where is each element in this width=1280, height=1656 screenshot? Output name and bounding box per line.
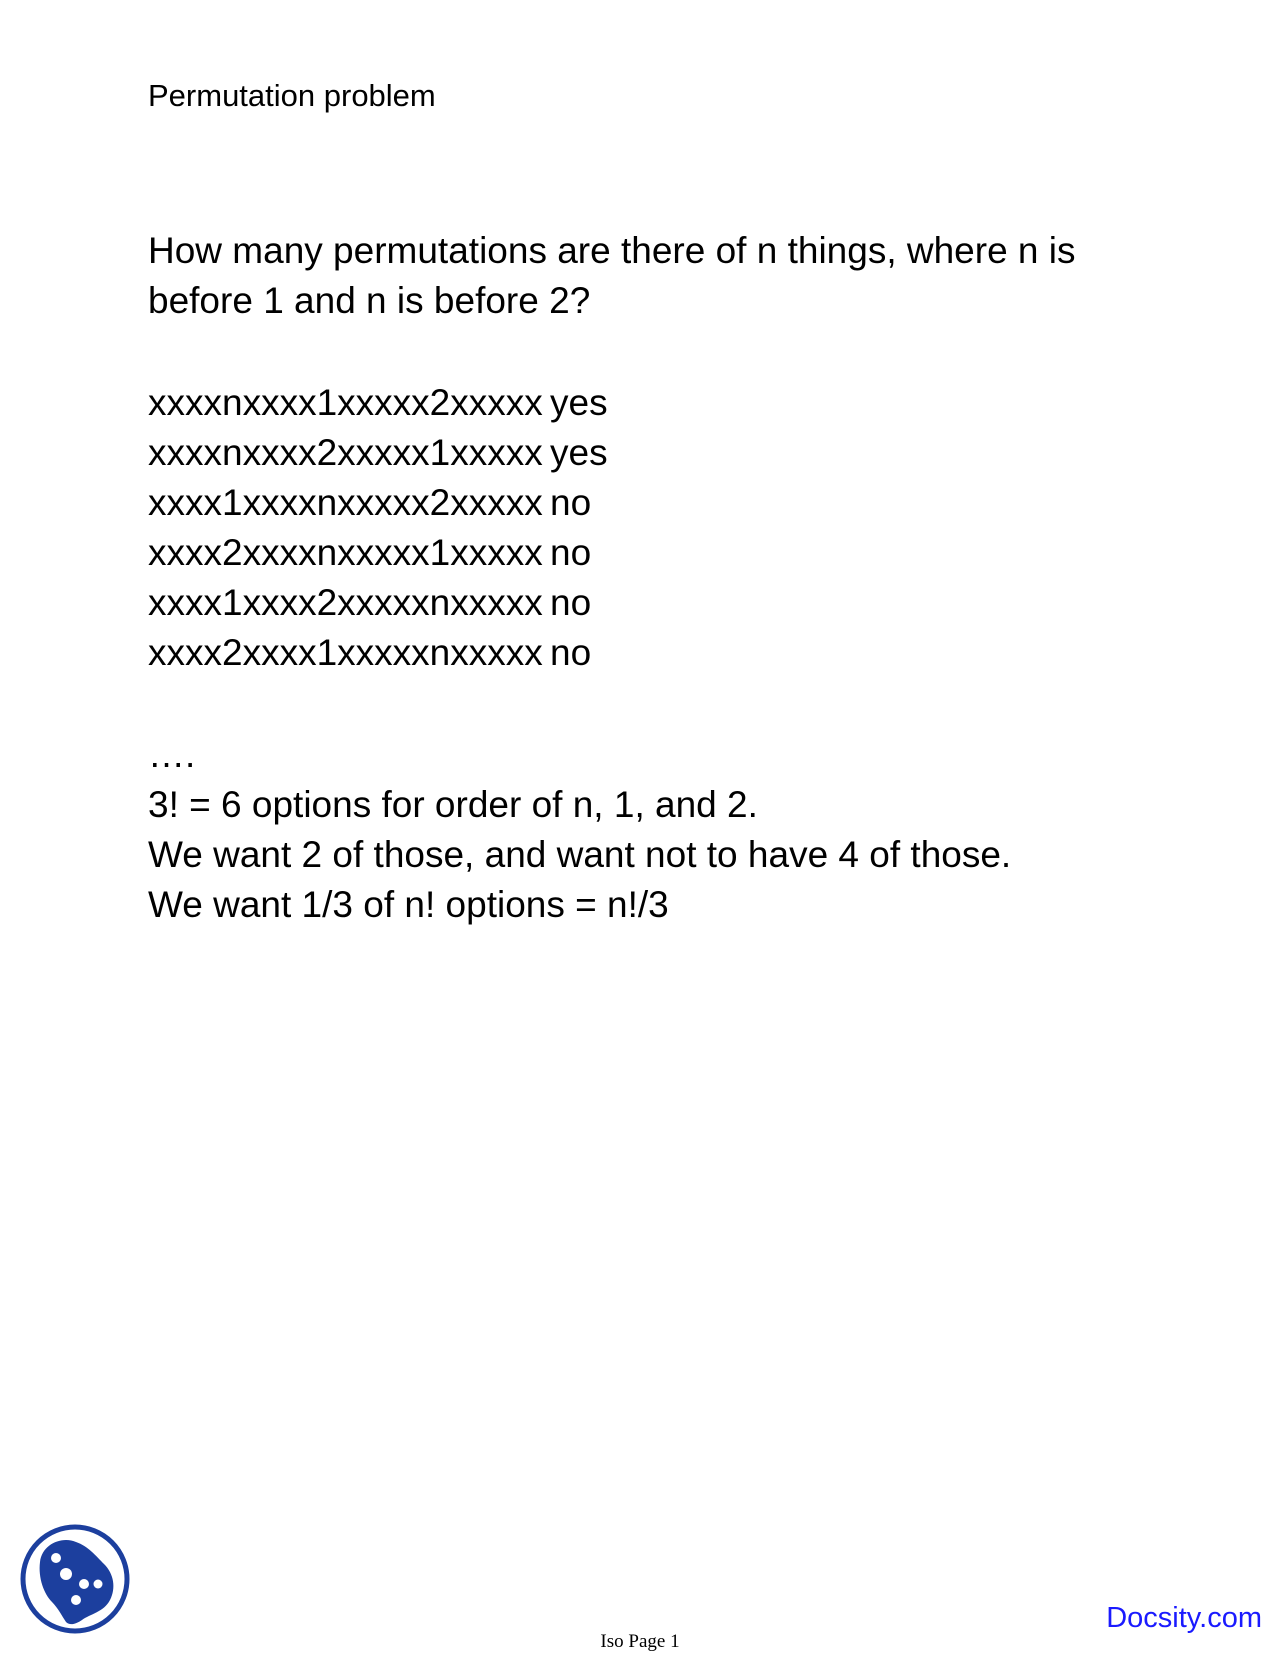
question-line: before 1 and n is before 2? [148,280,591,321]
conclusion-line: …. [148,734,196,775]
example-row [148,478,608,528]
example-row [148,628,608,678]
page-number: Iso Page 1 [600,1631,680,1652]
conclusion-text [148,730,1011,930]
example-verdict: no [550,532,592,573]
example-row [148,528,608,578]
example-verdict: no [550,582,592,623]
question-line: How many permutations are there of n things, where n is [148,230,1076,271]
example-sequence: xxxx1xxxxnxxxxx2xxxxx [148,482,543,523]
example-row [148,428,608,478]
example-verdict: no [550,632,592,673]
example-sequence: xxxxnxxxx1xxxxx2xxxxx [148,382,543,423]
example-sequence: xxxx1xxxx2xxxxxnxxxxx [148,582,543,623]
example-sequence: xxxx2xxxx1xxxxxnxxxxx [148,632,543,673]
page-title: Permutation problem [148,78,436,113]
conclusion-line: We want 1/3 of n! options = n!/3 [148,884,669,925]
conclusion-line: We want 2 of those, and want not to have 4 of those. [148,834,1012,875]
question-text [148,226,1158,326]
docsity-logo-icon [18,1522,132,1636]
example-sequence: xxxx2xxxxnxxxxx1xxxxx [148,532,543,573]
example-verdict: yes [550,382,608,423]
example-row [148,378,608,428]
example-verdict: no [550,482,592,523]
example-sequence: xxxxnxxxx2xxxxx1xxxxx [148,432,543,473]
conclusion-line: 3! = 6 options for order of n, 1, and 2. [148,784,758,825]
example-row [148,578,608,628]
examples-list [148,378,608,678]
docsity-link[interactable]: Docsity.com [1106,1602,1262,1634]
example-verdict: yes [550,432,608,473]
